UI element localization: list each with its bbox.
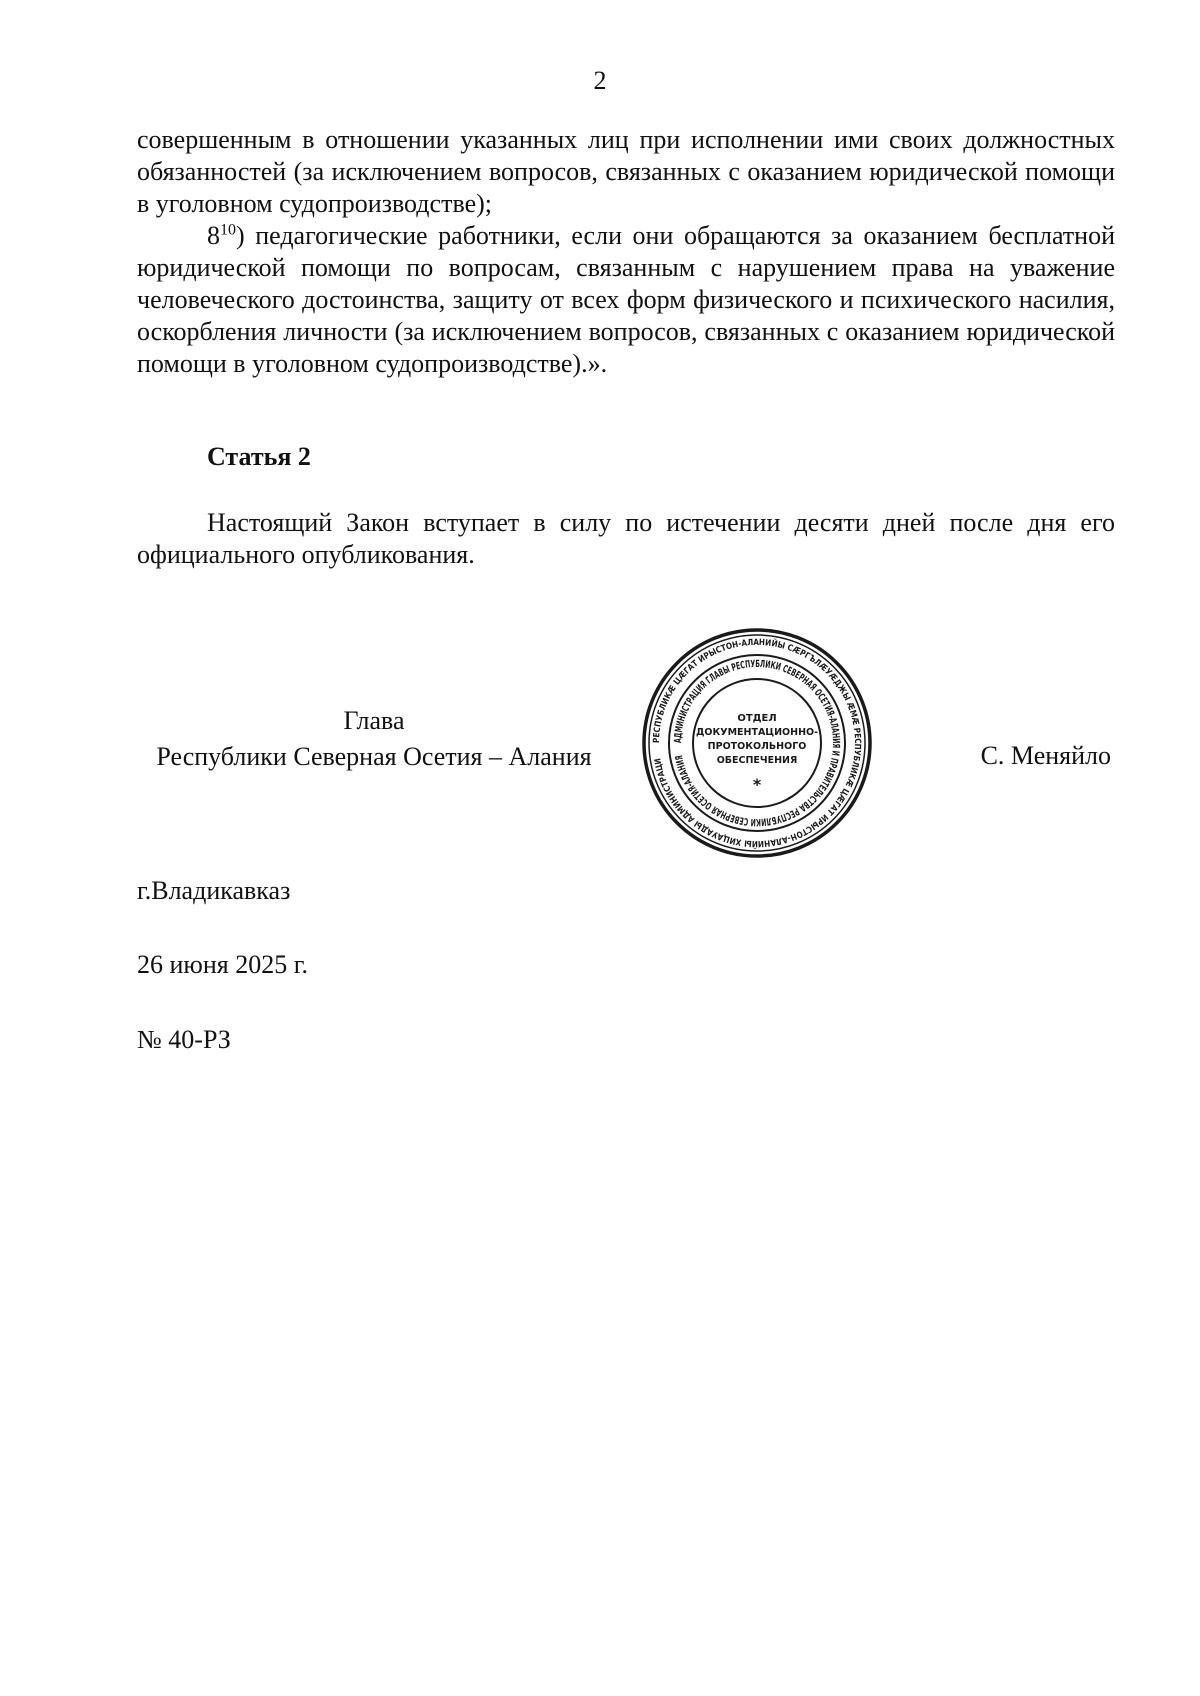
place-of-signing: г.Владикавказ: [137, 876, 291, 905]
official-seal: [641, 627, 873, 859]
signatory-title-line2: Республики Северная Осетия – Алания: [156, 742, 592, 771]
item-superscript: 10: [220, 221, 236, 239]
seal-outer-text: РЕСПУБЛИКÆ ЦÆГАТ ИРЫСТОН-АЛАНИЙЫ СÆРГЪЛÆУÆДЖЫ ÆМÆ РЕСПУБЛИКÆ ЦÆГАТ ИРЫСТОН-АЛАНИЙЫ ХИЦАУАДЫ АДМИНИСТРАЦИ: [651, 637, 863, 849]
paragraph-continuation: совершенным в отношении указанных лиц при исполнении ими своих должностных обязанностей (за исключением вопросов, связанных с оказанием юридической помощи в уголовном судопроизводстве);: [137, 125, 1115, 218]
seal-center-line3: ПРОТОКОЛЬНОГО: [707, 741, 807, 752]
signatory-title-line1: Глава: [343, 706, 405, 735]
seal-center-line4: ОБЕСПЕЧЕНИЯ: [716, 755, 798, 766]
law-number: № 40-РЗ: [137, 1025, 231, 1054]
seal-center-line1: ОТДЕЛ: [737, 713, 777, 724]
seal-star: *: [752, 775, 762, 794]
page-number: 2: [593, 66, 607, 95]
date-of-signing: 26 июня 2025 г.: [137, 950, 308, 979]
seal-middle-text: АДМИНИСТРАЦИЯ ГЛАВЫ РЕСПУБЛИКИ СЕВЕРНАЯ ОСЕТИЯ-АЛАНИЯ И ПРАВИТЕЛЬСТВА РЕСПУБЛИКИ СЕВЕРНАЯ ОСЕТИЯ-АЛАНИЯ: [672, 658, 842, 828]
signatory-name: С. Меняйло: [980, 741, 1111, 770]
signatory-title: [137, 703, 611, 775]
item-text: ) педагогические работники, если они обращаются за оказанием бесплатной юридической помощи по вопросам, связанным с нарушением права на уважение человеческого достоинства, защиту от всех форм физического и психического насилия, оскорбления личности (за исключением вопросов, связанных с оказанием юридической помощи в уголовном судопроизводстве).».: [137, 221, 1115, 378]
seal-center-line2: ДОКУМЕНТАЦИОННО-: [695, 727, 819, 738]
paragraph-item-8-10: [137, 220, 1115, 380]
item-number: 8: [207, 221, 220, 250]
article-title: Статья 2: [207, 442, 311, 471]
article-text: Настоящий Закон вступает в силу по истечении десяти дней после дня его официального опубликования.: [137, 508, 1115, 569]
